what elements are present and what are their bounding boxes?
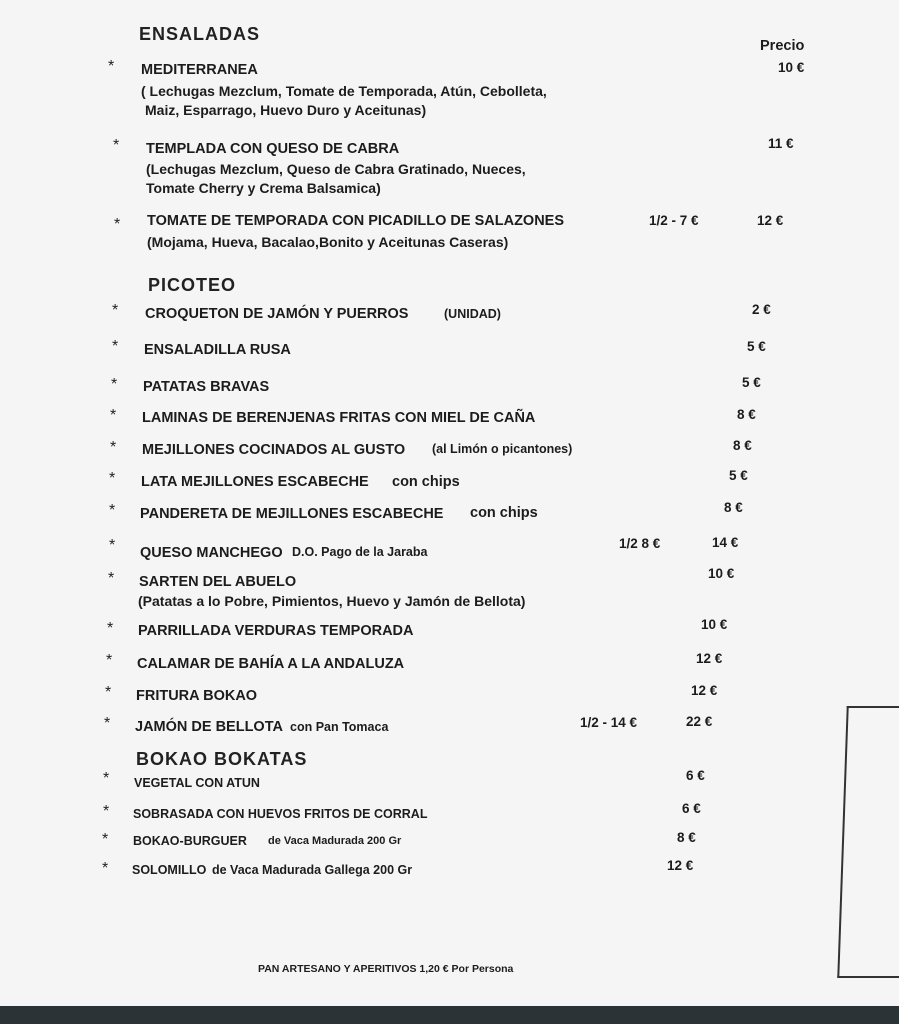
item-name: TOMATE DE TEMPORADA CON PICADILLO DE SALAZONES xyxy=(147,213,565,229)
item-price: 12 € xyxy=(691,683,718,698)
item-price: 10 € xyxy=(701,617,728,632)
item-price: 12 € xyxy=(757,213,784,228)
section-title-picoteo: PICOTEO xyxy=(148,275,237,295)
item-name: SOBRASADA CON HUEVOS FRITOS DE CORRAL xyxy=(133,807,428,821)
item-description: ( Lechugas Mezclum, Tomate de Temporada, Atún, Cebolleta, xyxy=(141,83,547,99)
item-note: con Pan Tomaca xyxy=(290,720,389,734)
item-bullet: * xyxy=(103,803,110,820)
item-note: (UNIDAD) xyxy=(444,307,501,321)
item-bullet: * xyxy=(110,439,117,456)
item-name: BOKAO-BURGUER xyxy=(133,834,247,848)
item-price: 2 € xyxy=(752,302,771,317)
item-note: con chips xyxy=(470,505,538,521)
item-note: D.O. Pago de la Jaraba xyxy=(292,545,428,559)
item-bullet: * xyxy=(105,684,112,701)
item-name: TEMPLADA CON QUESO DE CABRA xyxy=(146,141,400,157)
item-note: (al Limón o picantones) xyxy=(432,442,573,456)
item-description: (Mojama, Hueva, Bacalao,Bonito y Aceitunas Caseras) xyxy=(147,234,509,250)
item-half-price: 1/2 8 € xyxy=(619,536,661,551)
table-surface xyxy=(0,1006,899,1024)
item-name: LAMINAS DE BERENJENAS FRITAS CON MIEL DE CAÑA xyxy=(142,410,536,426)
item-bullet: * xyxy=(109,470,116,487)
item-price: 5 € xyxy=(742,375,761,390)
item-bullet: * xyxy=(109,537,116,554)
item-price: 11 € xyxy=(768,136,794,151)
price-column-header: Precio xyxy=(760,38,805,54)
item-note: de Vaca Madurada 200 Gr xyxy=(268,835,402,847)
item-description: Maiz, Esparrago, Huevo Duro y Aceitunas) xyxy=(145,102,427,118)
item-description: (Patatas a lo Pobre, Pimientos, Huevo y Jamón de Bellota) xyxy=(138,593,526,609)
item-name: PARRILLADA VERDURAS TEMPORADA xyxy=(138,623,414,639)
item-name: MEJILLONES COCINADOS AL GUSTO xyxy=(142,442,406,458)
item-bullet: * xyxy=(113,137,120,154)
item-price: 6 € xyxy=(686,768,705,783)
item-price: 8 € xyxy=(724,500,743,515)
section-title-ensaladas: ENSALADAS xyxy=(139,24,261,44)
item-name: CALAMAR DE BAHÍA A LA ANDALUZA xyxy=(137,656,405,672)
item-bullet: * xyxy=(109,502,116,519)
item-bullet: * xyxy=(103,770,110,787)
footer-note: PAN ARTESANO Y APERITIVOS 1,20 € Por Persona xyxy=(258,963,514,975)
item-name: VEGETAL CON ATUN xyxy=(134,776,260,790)
item-name: SARTEN DEL ABUELO xyxy=(139,574,297,590)
item-name: ENSALADILLA RUSA xyxy=(144,342,291,358)
item-bullet: * xyxy=(108,58,115,75)
item-price: 8 € xyxy=(677,830,696,845)
item-half-price: 1/2 - 7 € xyxy=(649,213,699,228)
item-price: 5 € xyxy=(747,339,766,354)
item-name: PANDERETA DE MEJILLONES ESCABECHE xyxy=(140,506,444,522)
item-bullet: * xyxy=(111,376,118,393)
item-bullet: * xyxy=(106,652,113,669)
item-name: MEDITERRANEA xyxy=(141,62,258,78)
item-name: SOLOMILLO xyxy=(132,863,207,877)
item-name: JAMÓN DE BELLOTA xyxy=(135,719,283,735)
item-price: 8 € xyxy=(737,407,756,422)
item-price: 10 € xyxy=(778,60,805,75)
item-price: 8 € xyxy=(733,438,752,453)
item-bullet: * xyxy=(104,715,111,732)
item-bullet: * xyxy=(102,860,109,877)
item-bullet: * xyxy=(102,831,109,848)
item-name: FRITURA BOKAO xyxy=(136,688,258,704)
item-price: 10 € xyxy=(708,566,735,581)
item-bullet: * xyxy=(110,407,117,424)
frame-outline xyxy=(837,706,899,978)
item-note: con chips xyxy=(392,474,460,490)
item-bullet: * xyxy=(112,302,119,319)
item-name: PATATAS BRAVAS xyxy=(143,379,270,395)
item-price: 22 € xyxy=(686,714,713,729)
section-title-bokatas: BOKAO BOKATAS xyxy=(136,749,308,769)
item-note: de Vaca Madurada Gallega 200 Gr xyxy=(212,863,413,877)
item-name: CROQUETON DE JAMÓN Y PUERROS xyxy=(145,306,409,322)
item-name: LATA MEJILLONES ESCABECHE xyxy=(141,474,369,490)
item-bullet: * xyxy=(112,338,119,355)
item-bullet: * xyxy=(108,570,115,587)
item-name: QUESO MANCHEGO xyxy=(140,545,283,561)
item-description: (Lechugas Mezclum, Queso de Cabra Gratinado, Nueces, xyxy=(146,161,526,177)
item-price: 12 € xyxy=(696,651,723,666)
item-price: 5 € xyxy=(729,468,748,483)
item-price: 6 € xyxy=(682,801,701,816)
item-price: 14 € xyxy=(712,535,739,550)
item-price: 12 € xyxy=(667,858,694,873)
item-half-price: 1/2 - 14 € xyxy=(580,715,638,730)
item-bullet: * xyxy=(107,620,114,637)
item-description: Tomate Cherry y Crema Balsamica) xyxy=(146,180,381,196)
item-bullet: * xyxy=(114,216,121,233)
